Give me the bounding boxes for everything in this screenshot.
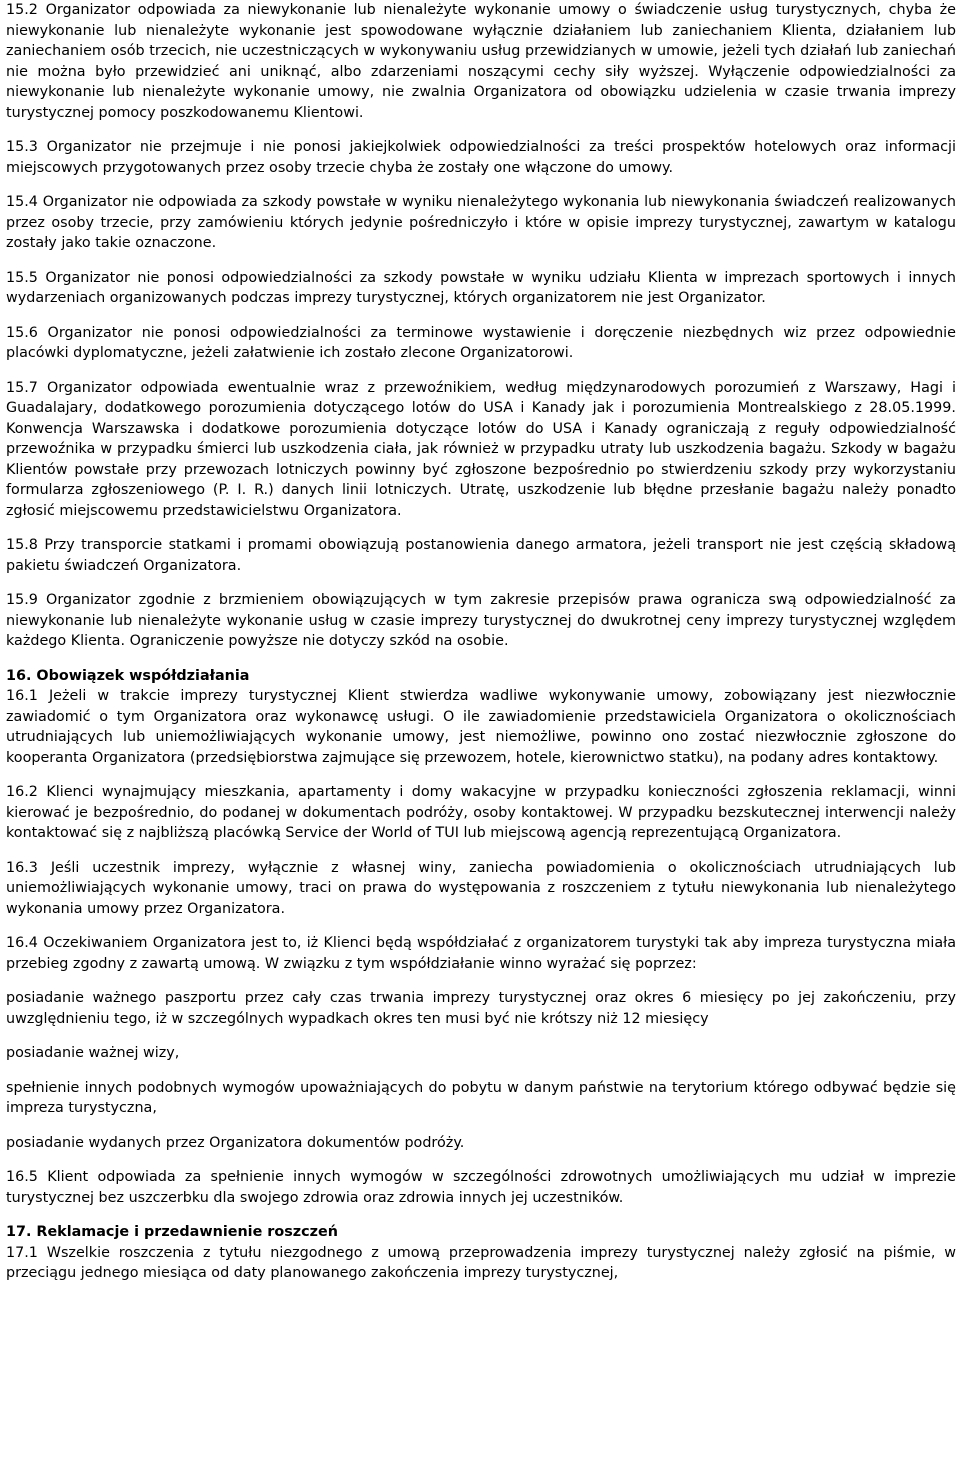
paragraph-16-3: 16.3 Jeśli uczestnik imprezy, wyłącznie z własnej winy, zaniecha powiadomienia o okolicznościach utrudniających lub uniemożliwiających wykonanie umowy, traci on prawa do występowania z roszczeniem z tytułu niewykonania lub nienależytego wykonania umowy przez Organizatora. (6, 859, 956, 917)
paragraph-16-5: 16.5 Klient odpowiada za spełnienie innych wymogów w szczególności zdrowotnych umożliwiających mu udział w imprezie turystycznej bez uszczerbku dla swojego zdrowia oraz zdrowia innych jej uczestników. (6, 1169, 956, 1206)
paragraph-16-1: 16.1 Jeżeli w trakcie imprezy turystycznej Klient stwierdza wadliwe wykonywanie umowy, zobowiązany jest niezwłocznie zawiadomić o tym Organizatora oraz wykonawcę usługi. O ile zawiadomienie przedstawiciela Organizatora o okolicznościach utrudniających lub uniemożliwiających wykonanie umowy, jest niemożliwe, powinno ono zostać niezwłocznie zgłoszone do kooperanta Organizatora (przedsiębiorstwa zajmujące się przewozem, hotele, kierownictwo statku), na podany adres kontaktowy. (6, 688, 956, 766)
section-heading-16: 16. Obowiązek współdziałania (6, 667, 250, 684)
list-item: spełnienie innych podobnych wymogów upoważniających do pobytu w danym państwie na terytorium którego odbywać będzie się impreza turystyczna, (6, 1079, 956, 1116)
paragraph-16-2: 16.2 Klienci wynajmujący mieszkania, apartamenty i domy wakacyjne w przypadku konieczności zgłoszenia reklamacji, winni kierować je bezpośrednio, do podanej w dokumentach podróży, osoby kontaktowej. W przypadku bezskutecznej interwencji należy kontaktować się z najbliższą placówką Service der World of TUI lub miejscową agencją reprezentującą Organizatora. (6, 784, 956, 841)
paragraph-16-4: 16.4 Oczekiwaniem Organizatora jest to, iż Klienci będą współdziałać z organizatorem turystyki tak aby impreza turystyczna miała przebieg zgodny z zawartą umową. W związku z tym współdziałanie winno wyrażać się poprzez: (6, 935, 956, 972)
paragraph-15-6: 15.6 Organizator nie ponosi odpowiedzialności za terminowe wystawienie i doręczenie niezbędnych wiz przez odpowiednie placówki dyplomatyczne, jeżeli załatwienie ich zostało zlecone Organizatorowi. (6, 324, 956, 361)
requirements-list (6, 988, 956, 1153)
paragraph-15-9: 15.9 Organizator zgodnie z brzmieniem obowiązujących w tym zakresie przepisów prawa ogranicza swą odpowiedzialność za niewykonanie lub nienależyte wykonanie usług w czasie imprezy turystycznej do dwukrotnej ceny imprezy turystycznej względem każdego Klienta. Ograniczenie powyższe nie dotyczy szkód na osobie. (6, 592, 956, 649)
list-item: posiadanie ważnego paszportu przez cały czas trwania imprezy turystycznej oraz okres 6 miesięcy po jej zakończeniu, przy uwzględnieniu tego, iż w szczególnych wypadkach okres ten musi być nie krótszy niż 12 miesięcy (6, 990, 956, 1027)
paragraph-15-4: 15.4 Organizator nie odpowiada za szkody powstałe w wyniku nienależytego wykonania lub niewykonania świadczeń realizowanych przez osoby trzecie, przy zamówieniu których jedynie pośredniczyło i które w opisie imprezy turystycznej, zawartym w katalogu zostały jako takie oznaczone. (6, 194, 956, 251)
paragraph-15-5: 15.5 Organizator nie ponosi odpowiedzialności za szkody powstałe w wyniku udziału Klienta w imprezach sportowych i innych wydarzeniach organizowanych podczas imprezy turystycznej, których organizatorem nie jest Organizator. (6, 269, 956, 306)
paragraph-15-7: 15.7 Organizator odpowiada ewentualnie wraz z przewoźnikiem, według międzynarodowych porozumień z Warszawy, Hagi i Guadalajary, dodatkowego porozumienia dotyczącego lotów do USA i Kanady jak i porozumienia Montrealskiego z 28.05.1999. Konwencja Warszawska i dodatkowe porozumienia dotyczące lotów do USA i Kanady ograniczają z reguły odpowiedzialność przewoźnika w przypadku śmierci lub uszkodzenia ciała, jak również w przypadku utraty lub uszkodzenia bagażu. Szkody w bagażu Klientów powstałe przy przewozach lotniczych powinny być zgłoszone bezpośrednio po stwierdzeniu szkody przy wykorzystaniu formularza zgłoszeniowego (P. I. R.) danych linii lotniczych. Utratę, uszkodzenie lub błędne przesłanie bagażu należy ponadto zgłosić miejscowemu przedstawicielstwu Organizatora. (6, 379, 956, 519)
paragraph-17-1: 17.1 Wszelkie roszczenia z tytułu niezgodnego z umową przeprowadzenia imprezy turystycznej należy zgłosić na piśmie, w przeciągu jednego miesiąca od daty planowanego zakończenia imprezy turystycznej, (6, 1244, 956, 1281)
list-item: posiadanie ważnej wizy, (6, 1045, 180, 1061)
paragraph-15-8: 15.8 Przy transporcie statkami i promami obowiązują postanowienia danego armatora, jeżeli transport nie jest częścią składową pakietu świadczeń Organizatora. (6, 537, 956, 574)
paragraph-15-3: 15.3 Organizator nie przejmuje i nie ponosi jakiejkolwiek odpowiedzialności za treści prospektów hotelowych oraz informacji miejscowych przygotowanych przez osoby trzecie chyba że zostały one włączone do umowy. (6, 139, 956, 176)
section-heading-17: 17. Reklamacje i przedawnienie roszczeń (6, 1224, 338, 1240)
list-item: posiadanie wydanych przez Organizatora dokumentów podróży. (6, 1134, 465, 1151)
document-page (6, 0, 956, 1284)
paragraph-15-2: 15.2 Organizator odpowiada za niewykonanie lub nienależyte wykonanie umowy o świadczenie usług turystycznych, chyba że niewykonanie lub nienależyte wykonanie jest spowodowane wyłącznie działaniem lub zaniechaniem Klienta, działaniem lub zaniechaniem osób trzecich, nie uczestniczących w wykonywaniu usług przewidzianych w umowie, jeżeli tych działań lub zaniechań nie można było przewidzieć ani uniknąć, albo zdarzeniami noszącymi cechy siły wyższej. Wyłączenie odpowiedzialności za niewykonanie lub nienależyte wykonanie umowy, nie zwalnia Organizatora od obowiązku udzielenia w czasie trwania imprezy turystycznej pomocy poszkodowanemu Klientowi. (6, 2, 956, 121)
